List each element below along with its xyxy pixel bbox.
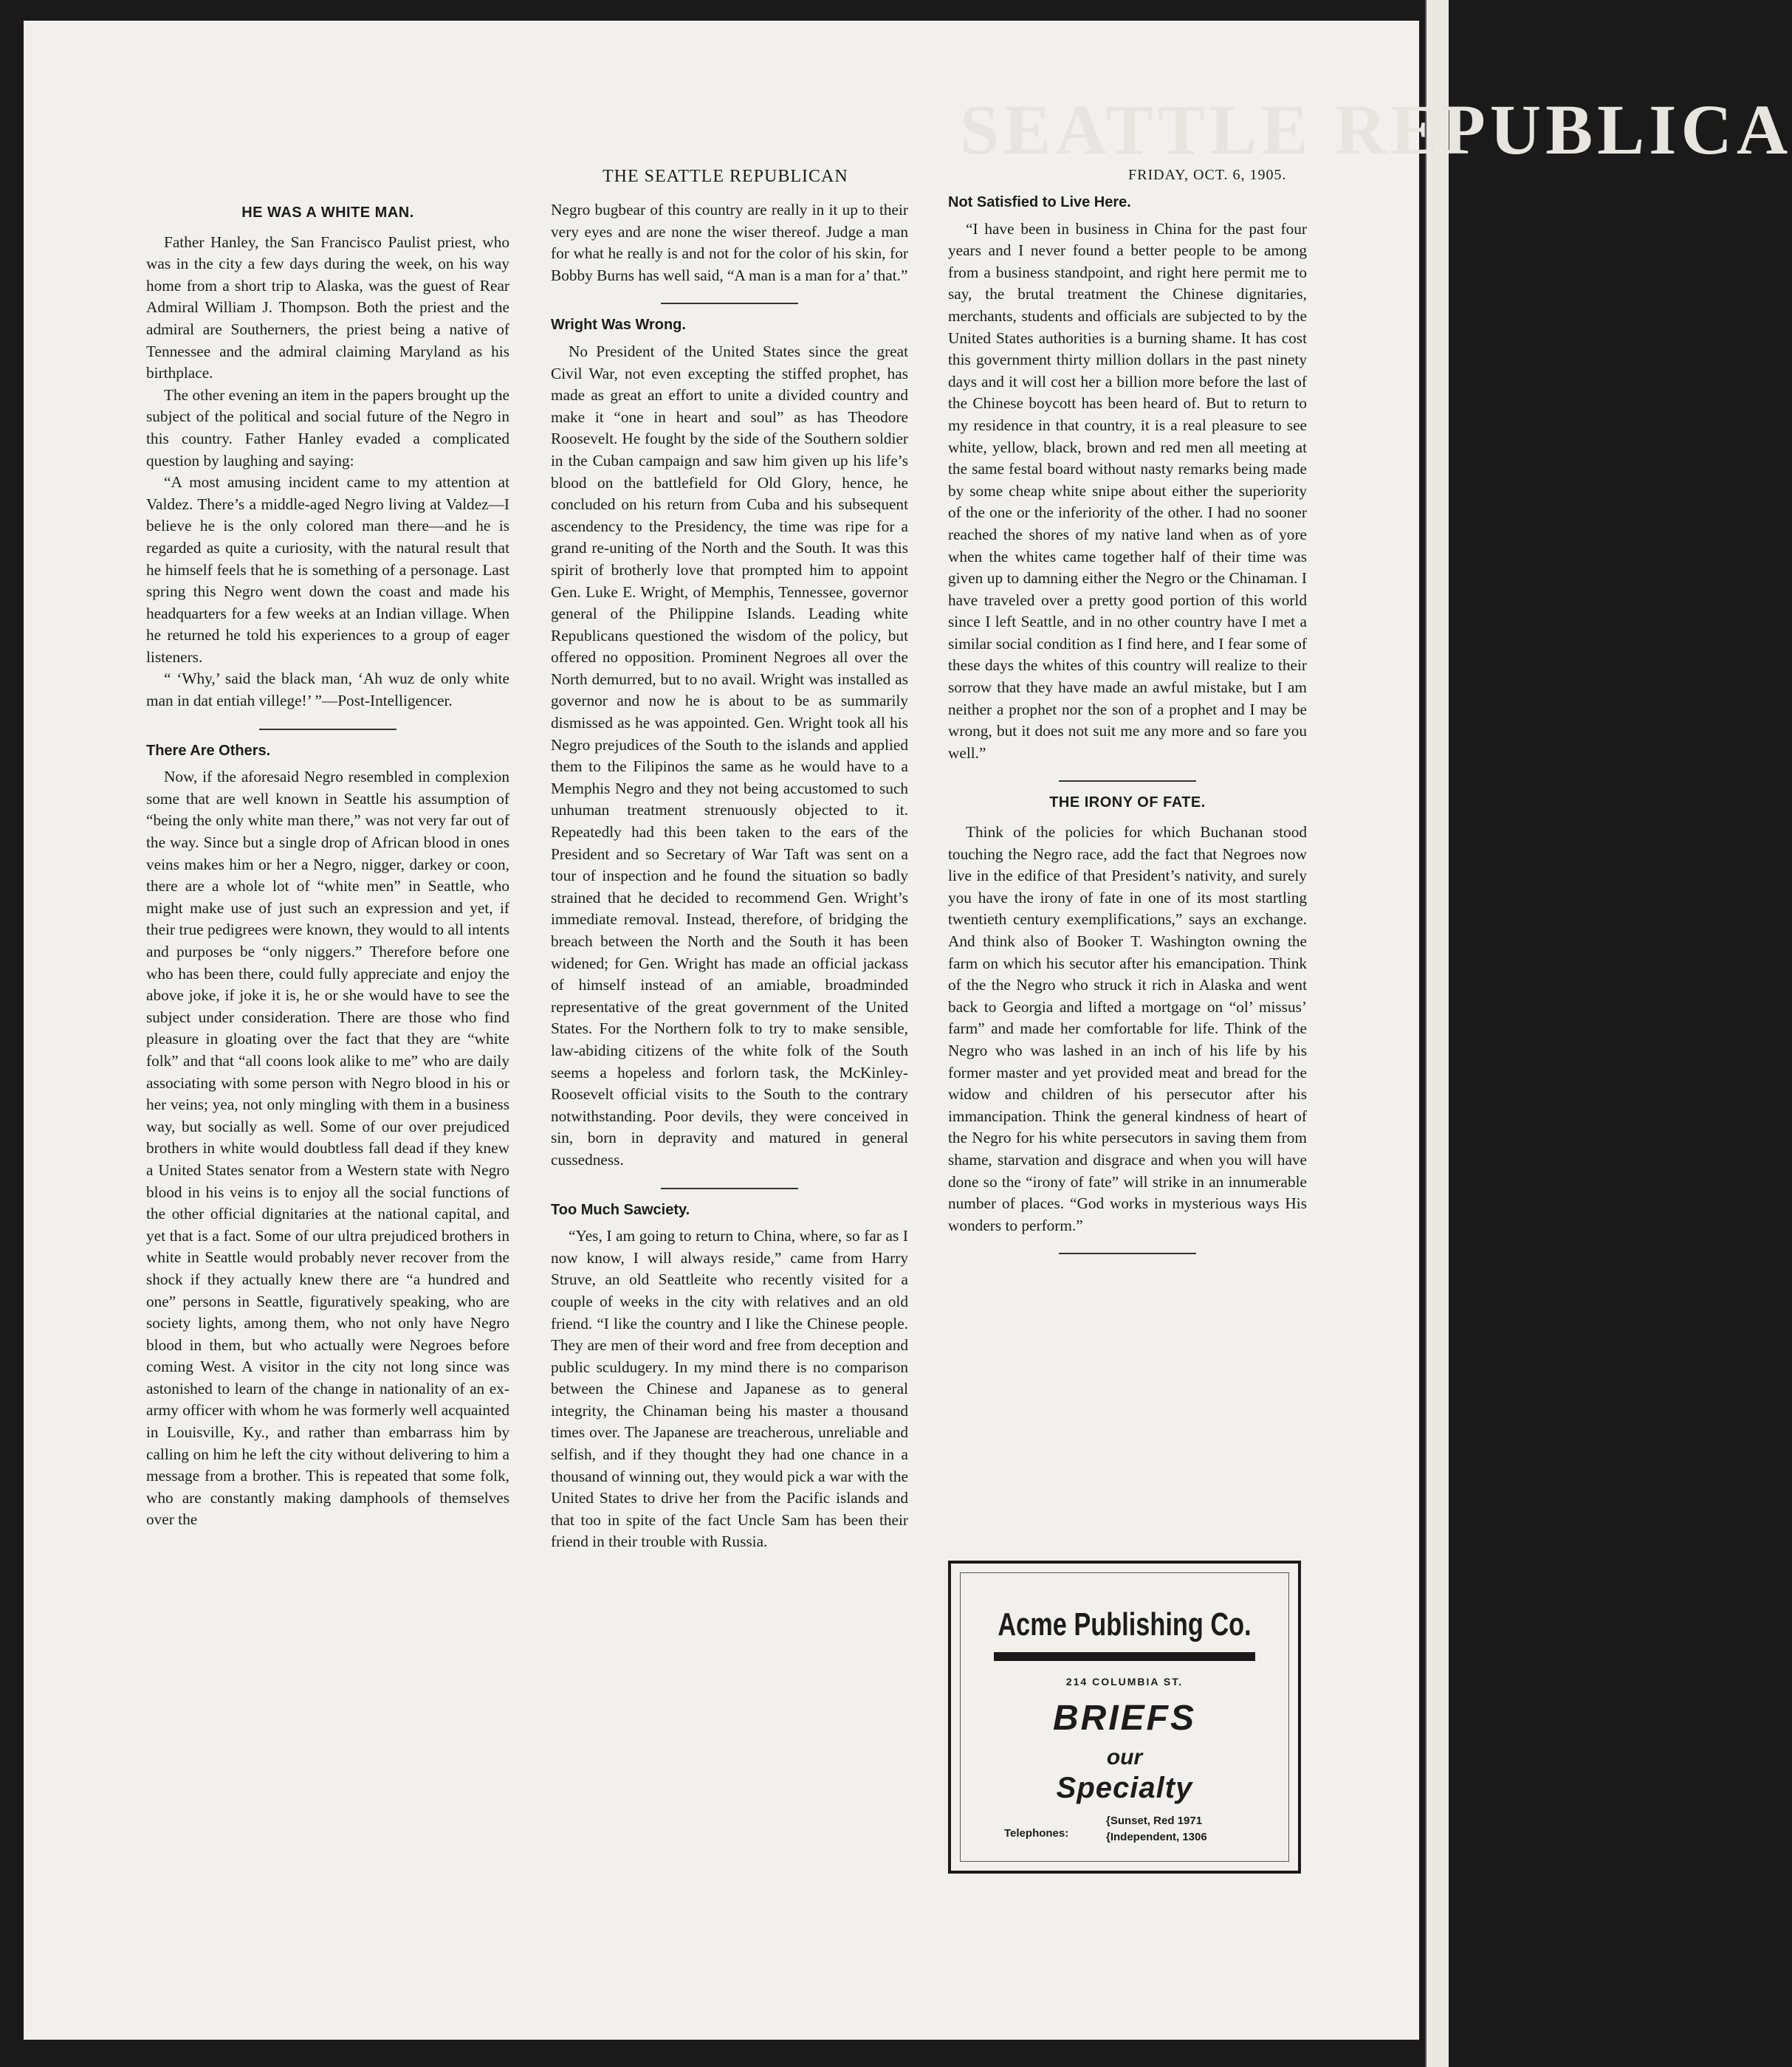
article-paragraph: “Yes, I am going to return to China, where, so far as I now know, I will always reside,” came from Harry Struve, an old Seattleite who recently visited for a couple of weeks in the city with relatives and an old friend. “I like the country and I like the Chinese people. They are men of their word and free from deception and public sculdugery. In my mind there is no comparison between the Chinese and Japanese as to general integrity, the Chinaman being his master a thousand times over. The Japanese are treacherous, unreliable and selfish, and if they thought they had one chance in a thousand of winning out, they would pick a war with the United States to drive her from the Pacific islands and that too in spite of the fact Uncle Sam has been their friend in their trouble with Russia. [551,1227,908,1551]
ad-phone-numbers [1106,1813,1207,1846]
column-rule [1059,1253,1196,1254]
column-rule [1059,780,1196,782]
column-2 [551,199,908,1553]
column-rule [661,303,798,304]
ad-company-name: Acme Publishing Co. [998,1606,1252,1643]
headline-irony-of-fate: THE IRONY OF FATE. [1049,794,1206,811]
acme-publishing-ad [948,1561,1301,1874]
ad-phone-independent: {Independent, 1306 [1106,1831,1207,1843]
headline-wright-was-wrong: Wright Was Wrong. [551,317,686,334]
article-paragraph: Now, if the aforesaid Negro resembled in complexion some that are well known in Seattle his assumption of “being the only white man there,” was not very far out of the way. Since but a single drop of African blood in ones veins makes him or her a Negro, nigger, darkey or coon, there are a whole lot of “white men” in Seattle, who might make use of just such an expression and yet, if their true pedigrees were known, they would to all intents and purposes be “only niggers.” Therefore before one who has been there, could fully appreciate and enjoy the above joke, if joke it is, he or she would have to see the subject under consideration. There are those who find pleasure in gloating over the fact that they are “white folk” and that “all coons look alike to me” who are daily associating with some person with Negro blood in his or her veins; yea, not only mingling with them in a business way, but socially as well. Some of our over prejudiced brothers in white would doubtless fall dead if they knew a United States senator from a Western state with Negro blood in his veins is to enjoy all the social functions of the other official dignitaries at the national capital, and yet that is a fact. Some of our ultra prejudiced brothers in white in Seattle would probably never recover from the shock if they actually knew there are “a hundred and one” persons in Seattle, figuratively speaking, who are society lights, among them, who not only have Negro blood in them, but who actually were Negroes before coming West. A visitor in the city not long since was astonished to learn of the change in nationality of an ex-army officer with whom he was formerly well acquainted in Louisville, Ky., and rather than embarrass him by calling on him he left the city without delivering to him a message from a brother. This is repeated that some folk, who are constantly making damphools of themselves over the [146,768,509,1529]
headline-not-satisfied: Not Satisfied to Live Here. [948,194,1131,210]
column-rule [661,1188,798,1189]
column-3 [948,189,1307,1265]
ad-our: our [1106,1745,1143,1769]
column-rule [259,729,396,730]
article-paragraph: Think of the policies for which Buchanan stood touching the Negro race, add the fact that Negroes now live in the edifice of that President’s nativity, and surely you have the irony of fate in one of its most startling twentieth century exemplifications,” says an exchange. And think also of Booker T. Washington owning the farm on which his secutor after his emancipation. Think of the the Negro who struck it rich in Alaska and went back to Georgia and lifted a mortgage on “ol’ missus’ farm” and made her comfortable for life. Think of the Negro who was lashed in an inch of his life by his former master and yet provided meat and bread for the widow and children of his persecutor after his immancipation. Think the general kindness of heart of the Negro for his white persecutors in saving them from shame, starvation and disgrace and when you will have done so the “irony of fate” will strike in an innumerable number of places. “God works in mysterious ways His wonders to perform.” [948,823,1307,1234]
ad-address: 214 COLUMBIA ST. [1065,1676,1184,1688]
ad-phone-sunset: {Sunset, Red 1971 [1106,1815,1203,1827]
next-page-edge [1425,0,1449,2067]
headline-there-are-others: There Are Others. [146,742,271,759]
article-paragraph: “ ‘Why,’ said the black man, ‘Ah wuz de only white man in dat entiah villege!’ ”—Post-Intelligencer. [146,670,509,710]
ad-briefs: BRIEFS [1052,1699,1196,1738]
article-paragraph: “A most amusing incident came to my attention at Valdez. There’s a middle-aged Negro living at Valdez—I believe he is the only colored man there—and he is regarded as quite a curiosity, with the natural result that he himself feels that he is something of a personage. Last spring this Negro went down the coast and made his headquarters for a few weeks at an Indian village. When he returned he told his experiences to a group of eager listeners. [146,473,509,666]
column-1 [146,199,509,1531]
article-paragraph: No President of the United States since the great Civil War, not even excepting the stiffed prophet, has made as great an effort to unite a divided country and make it “one in heart and soul” as has Theodore Roosevelt. He fought by the side of the Southern soldier in the Cuban campaign and saw him given up his life’s blood on the battlefield for Old Glory, hence, he concluded on his return from Cuba and his subsequent ascendency to the Presidency, the time was ripe for a grand re-uniting of the North and the South. It was this spirit of brotherly love that prompted him to appoint Gen. Luke E. Wright, of Memphis, Tennessee, governor general of the Philippine Islands. Leading white Republicans questioned the wisdom of the policy, but offered no opposition. Prominent Negroes all over the North demurred, but to no avail. Wright was installed as governor and now he is about to be as summarily dismissed as he was appointed. Gen. Wright took all his Negro prejudices of the South to the islands and applied them to the Filipinos the same as he would have to a Memphis Negro and they not being accustomed to such unhuman treatment strenuously objected to it. Repeatedly had this been taken to the ears of the President and so Secretary of War Taft was sent on a tour of inspection and he found the situation so badly strained that he decided to recommend Gen. Wright’s immediate removal. Instead, therefore, of bridging the breach between the North and the South it has been widened; for Gen. Wright has made an official jackass of himself instead of an amiable, broadminded representative of the great government of the United States. For the Northern folk to try to make sensible, law-abiding citizens of the white folk of the South seems a hopeless and forlorn task, the McKinley-Roosevelt official visits to the South to the contrary notwithstanding. Poor devils, they were conceived in sin, born in depravity and matured in general cussedness. [551,342,908,1169]
ghost-masthead: SEATTLE REPUBLICA [960,90,1792,169]
headline-he-was-a-white-man: HE WAS A WHITE MAN. [241,204,414,221]
article-paragraph: The other evening an item in the papers brought up the subject of the political and social future of the Negro in this country. Father Hanley evaded a complicated question by laughing and saying: [146,385,509,470]
article-paragraph: Negro bugbear of this country are really in it up to their very eyes and are none the wiser thereof. Judge a man for what he really is and not for the color of his skin, for Bobby Burns has well said, “A man is a man for a’ that.” [551,201,908,284]
article-paragraph: Father Hanley, the San Francisco Paulist priest, who was in the city a few days during the week, on his way home from a short trip to Alaska, was the guest of Rear Admiral William J. Thompson. Both the priest and the admiral are Southerners, the priest being a native of Tennessee and the admiral claiming Maryland as his birthplace. [146,233,509,382]
ad-specialty: Specialty [1056,1772,1193,1804]
headline-too-much-sawciety: Too Much Sawciety. [551,1201,690,1218]
page-header-date: FRIDAY, OCT. 6, 1905. [1128,167,1287,183]
page-header-title: THE SEATTLE REPUBLICAN [603,167,848,186]
ad-telephones-label: Telephones: [1004,1827,1069,1840]
article-paragraph: “I have been in business in China for the past four years and I never found a better people to be among from a business standpoint, and right here permit me to say, the brutal treatment the Chinese dignitaries, merchants, students and officials are subjected to by the United States authorities is a burning shame. It has cost this government thirty million dollars in the past ninety days and it will cost her a billion more before the last of the Chinese boycott has been heard of. But to return to my residence in that country, it is a real pleasure to see white, yellow, black, brown and red men all meeting at the same festal board without nasty remarks being made by some cheap white snipe about either the superiority of the one or the inferiority of the other. I had no sooner reached the shores of my native land when as of yore when the whites came together half of their time was given up to damning either the Negro or the Chinaman. I have traveled over a pretty good portion of this world since I left Seattle, and in no other country have I met a similar social condition as I find here, and I fear some of these days the whites of this country will realize to their sorrow that they have made an awful mistake, but I am neither a prophet nor the son of a prophet and I may be wrong, but it does not suit me any more and so fare you well.” [948,219,1307,762]
ad-divider-bar [994,1652,1255,1661]
